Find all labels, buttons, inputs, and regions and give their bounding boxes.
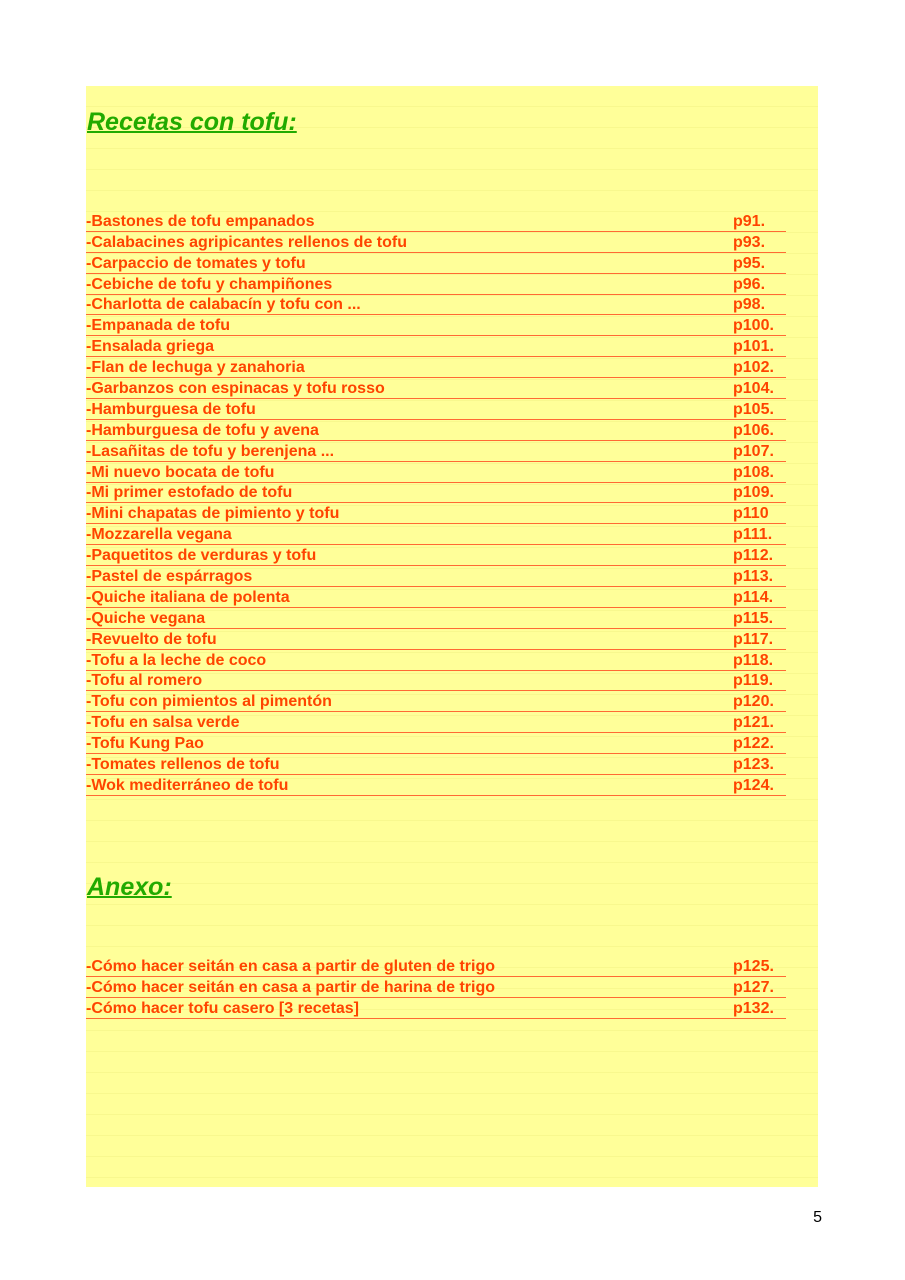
toc-entry-label: -Empanada de tofu (86, 317, 231, 335)
toc-entry-page: p95. (733, 254, 766, 272)
toc-entry[interactable] (86, 524, 786, 545)
toc-entry-label: -Tofu con pimientos al pimentón (86, 693, 332, 711)
toc-entry-link[interactable] (86, 979, 786, 998)
toc-entry[interactable] (86, 378, 786, 399)
toc-entry-page: p124. (733, 776, 774, 794)
toc-entry[interactable] (86, 253, 786, 274)
toc-entry-page: p113. (733, 568, 774, 586)
toc-entry-link[interactable] (86, 213, 786, 232)
toc-entry-page: p106. (733, 421, 774, 439)
section-title-anexo: Anexo: (87, 873, 172, 901)
toc-entry-label: -Carpaccio de tomates y tofu (86, 254, 306, 272)
toc-entry[interactable] (86, 733, 786, 754)
toc-entry-label: -Mi primer estofado de tofu (86, 484, 293, 502)
toc-entry-page: p120. (733, 693, 774, 711)
toc-entry-link[interactable] (86, 276, 786, 295)
toc-entry-label: -Lasañitas de tofu y berenjena ... (86, 442, 335, 460)
toc-entry-page: p132. (733, 999, 774, 1017)
toc-entry[interactable] (86, 545, 786, 566)
toc-entry-link[interactable] (86, 777, 786, 796)
toc-entry-page: p114. (733, 588, 774, 606)
toc-entry-page: p108. (733, 463, 774, 481)
toc-entry-page: p112. (733, 547, 774, 565)
toc-entry-link[interactable] (86, 1000, 786, 1019)
toc-entry-link[interactable] (86, 714, 786, 733)
toc-entry-label: -Pastel de espárragos (86, 568, 253, 586)
toc-entry-label: -Quiche italiana de polenta (86, 588, 290, 606)
toc-list-tofu (86, 211, 786, 796)
toc-entry-page: p102. (733, 359, 774, 377)
toc-entry-link[interactable] (86, 756, 786, 775)
toc-entry-page: p104. (733, 380, 774, 398)
toc-entry-label: -Ensalada griega (86, 338, 215, 356)
toc-entry[interactable] (86, 399, 786, 420)
toc-entry-link[interactable] (86, 464, 786, 483)
toc-entry[interactable] (86, 295, 786, 316)
toc-entry-link[interactable] (86, 735, 786, 754)
toc-entry-label: -Tomates rellenos de tofu (86, 756, 280, 774)
toc-entry-page: p91. (733, 212, 766, 230)
toc-entry[interactable] (86, 691, 786, 712)
toc-entry-page: p118. (733, 651, 774, 669)
toc-entry-link[interactable] (86, 234, 786, 253)
toc-entry-link[interactable] (86, 380, 786, 399)
toc-entry-link[interactable] (86, 672, 786, 691)
toc-entry-link[interactable] (86, 526, 786, 545)
toc-entry-label: -Bastones de tofu empanados (86, 212, 315, 230)
toc-entry[interactable] (86, 754, 786, 775)
toc-entry[interactable] (86, 566, 786, 587)
toc-entry-page: p107. (733, 442, 774, 460)
toc-entry[interactable] (86, 608, 786, 629)
toc-entry-link[interactable] (86, 255, 786, 274)
toc-entry-link[interactable] (86, 610, 786, 629)
toc-entry-page: p101. (733, 338, 774, 356)
toc-entry[interactable] (86, 441, 786, 462)
toc-entry-label: -Revuelto de tofu (86, 630, 217, 648)
toc-entry-label: -Tofu al romero (86, 672, 203, 690)
toc-entry-page: p105. (733, 400, 774, 418)
toc-entry-page: p93. (733, 233, 766, 251)
toc-entry-link[interactable] (86, 422, 786, 441)
toc-entry-label: -Mi nuevo bocata de tofu (86, 463, 275, 481)
page-number: 5 (813, 1209, 822, 1226)
toc-entry-label: -Mozzarella vegana (86, 526, 232, 544)
toc-entry[interactable] (86, 712, 786, 733)
toc-entry-link[interactable] (86, 443, 786, 462)
toc-entry-label: -Wok mediterráneo de tofu (86, 776, 289, 794)
toc-entry-page: p119. (733, 672, 774, 690)
toc-entry-page: p98. (733, 296, 766, 314)
toc-entry-page: p115. (733, 609, 774, 627)
toc-entry-label: -Paquetitos de verduras y tofu (86, 547, 317, 565)
section-title-tofu: Recetas con tofu: (87, 108, 297, 136)
toc-entry-page: p123. (733, 756, 774, 774)
toc-entry-page: p109. (733, 484, 774, 502)
toc-entry-link[interactable] (86, 589, 786, 608)
toc-entry-page: p110 (733, 505, 769, 523)
toc-entry[interactable] (86, 357, 786, 378)
toc-entry-label: -Tofu en salsa verde (86, 714, 240, 732)
toc-entry-page: p100. (733, 317, 774, 335)
toc-entry-link[interactable] (86, 505, 786, 524)
toc-entry[interactable] (86, 232, 786, 253)
toc-entry[interactable] (86, 211, 786, 232)
toc-entry-label: -Tofu Kung Pao (86, 735, 204, 753)
toc-entry-label: -Cebiche de tofu y champiñones (86, 275, 333, 293)
toc-entry-label: -Cómo hacer seitán en casa a partir de harina de trigo (86, 978, 496, 996)
toc-entry-link[interactable] (86, 296, 786, 315)
toc-entry-label: -Garbanzos con espinacas y tofu rosso (86, 380, 385, 398)
toc-entry-label: -Tofu a la leche de coco (86, 651, 267, 669)
toc-entry-link[interactable] (86, 359, 786, 378)
toc-entry[interactable] (86, 503, 786, 524)
toc-entry-page: p111. (733, 526, 773, 544)
toc-entry-link[interactable] (86, 547, 786, 566)
toc-entry-label: -Charlotta de calabacín y tofu con ... (86, 296, 361, 314)
toc-list-anexo (86, 956, 786, 1019)
toc-entry[interactable] (86, 315, 786, 336)
toc-entry-page: p96. (733, 275, 766, 293)
toc-entry-label: -Hamburguesa de tofu (86, 400, 256, 418)
toc-entry-page: p121. (733, 714, 774, 732)
toc-entry-label: -Cómo hacer seitán en casa a partir de gluten de trigo (86, 957, 495, 975)
toc-entry-link[interactable] (86, 317, 786, 336)
toc-entry[interactable] (86, 671, 786, 692)
toc-entry-page: p127. (733, 978, 774, 996)
toc-entry[interactable] (86, 274, 786, 295)
toc-entry-label: -Hamburguesa de tofu y avena (86, 421, 319, 439)
toc-entry[interactable] (86, 483, 786, 504)
toc-entry-page: p117. (733, 630, 774, 648)
toc-entry-page: p122. (733, 735, 774, 753)
toc-entry-link[interactable] (86, 652, 786, 671)
toc-entry[interactable] (86, 420, 786, 441)
toc-entry-link[interactable] (86, 401, 786, 420)
toc-entry[interactable] (86, 587, 786, 608)
toc-entry-label: -Mini chapatas de pimiento y tofu (86, 505, 340, 523)
toc-entry-link[interactable] (86, 484, 786, 503)
toc-entry-link[interactable] (86, 631, 786, 650)
toc-entry[interactable] (86, 998, 786, 1019)
toc-entry-link[interactable] (86, 958, 786, 977)
toc-entry[interactable] (86, 650, 786, 671)
toc-entry[interactable] (86, 956, 786, 977)
toc-entry-link[interactable] (86, 338, 786, 357)
toc-entry[interactable] (86, 977, 786, 998)
toc-entry[interactable] (86, 462, 786, 483)
toc-entry-label: -Calabacines agripicantes rellenos de tofu (86, 233, 407, 251)
toc-entry[interactable] (86, 775, 786, 796)
toc-entry[interactable] (86, 629, 786, 650)
toc-entry-link[interactable] (86, 693, 786, 712)
toc-entry-label: -Cómo hacer tofu casero [3 recetas] (86, 999, 359, 1017)
toc-entry-label: -Flan de lechuga y zanahoria (86, 359, 305, 377)
toc-entry-page: p125. (733, 957, 774, 975)
toc-entry-link[interactable] (86, 568, 786, 587)
toc-entry-label: -Quiche vegana (86, 609, 206, 627)
toc-entry[interactable] (86, 336, 786, 357)
